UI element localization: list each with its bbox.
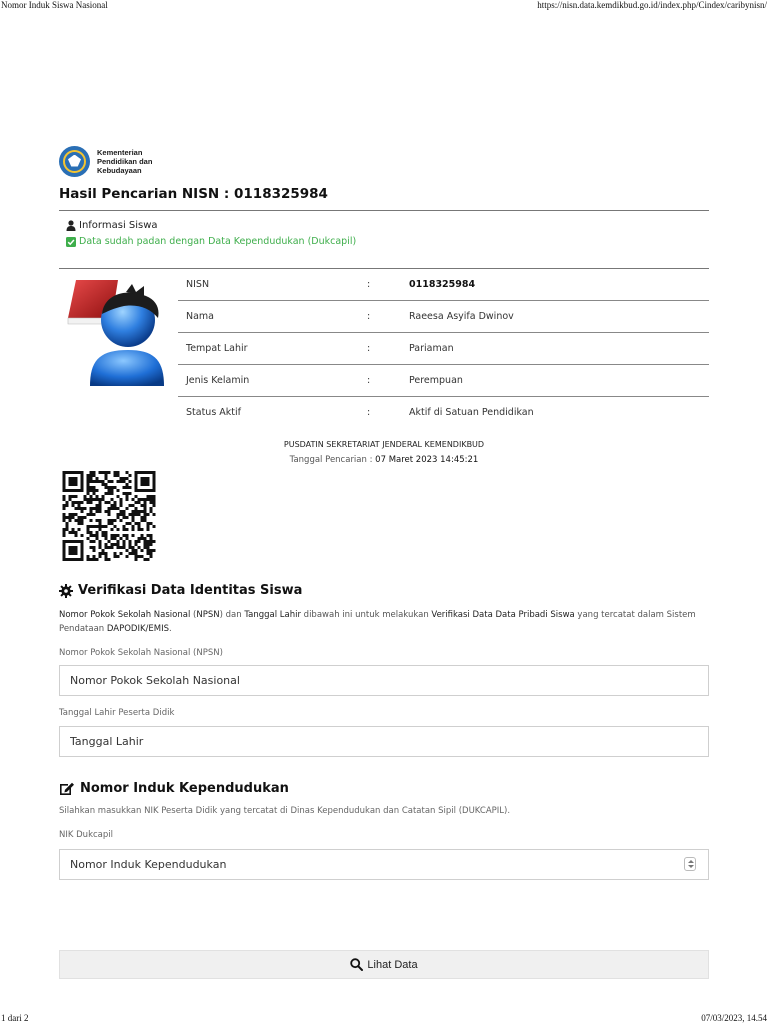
- field-label: Jenis Kelamin: [186, 375, 250, 386]
- field-value: Raeesa Asyifa Dwinov: [409, 311, 514, 322]
- dukcapil-match-status: [66, 236, 356, 247]
- field-value: Pariaman: [409, 343, 454, 354]
- dob-input[interactable]: [59, 726, 709, 757]
- nik-label: NIK Dukcapil: [59, 830, 113, 840]
- page-title: Hasil Pencarian NISN : 0118325984: [59, 186, 328, 202]
- divider: [59, 210, 709, 211]
- field-label: Status Aktif: [186, 407, 242, 418]
- field-label: Tempat Lahir: [186, 343, 248, 354]
- search-date-value: 07 Maret 2023 14:45:21: [375, 455, 479, 465]
- print-header: [0, 0, 768, 14]
- gear-icon: [59, 584, 73, 598]
- field-value: Perempuan: [409, 375, 463, 386]
- verify-section-title: Verifikasi Data Identitas Siswa: [78, 583, 303, 598]
- search-date-label: Tanggal Pencarian :: [289, 455, 373, 465]
- ministry-name: [97, 148, 152, 175]
- table-row: [178, 269, 709, 301]
- ministry-name-line3: Kebudayaan: [97, 165, 142, 175]
- ministry-logo: [59, 145, 152, 177]
- separator: :: [367, 343, 371, 354]
- view-data-button[interactable]: [59, 950, 709, 979]
- student-avatar-icon: [66, 278, 166, 388]
- field-value: Aktif di Satuan Pendidikan: [409, 407, 534, 418]
- student-info-title: Informasi Siswa: [79, 220, 158, 231]
- search-date: [0, 455, 768, 465]
- student-info-heading: [66, 220, 158, 231]
- search-icon: [350, 958, 363, 971]
- field-value: 0118325984: [409, 279, 476, 290]
- nik-section-heading: [59, 781, 289, 796]
- edit-icon: [59, 781, 75, 796]
- check-square-icon: [66, 237, 76, 247]
- user-icon: [66, 220, 76, 231]
- qr-code: [62, 471, 156, 561]
- separator: :: [367, 375, 371, 386]
- ministry-name-line1: Kementerian: [97, 147, 143, 157]
- print-footer-datetime: 07/03/2023, 14.54: [701, 1013, 767, 1023]
- nik-section-title: Nomor Induk Kependudukan: [80, 781, 289, 796]
- print-header-title: Nomor Induk Siswa Nasional: [1, 0, 108, 10]
- print-header-url: https://nisn.data.kemdikbud.go.id/index.php/Cindex/caribynisn/: [537, 0, 767, 10]
- dob-label: Tanggal Lahir Peserta Didik: [59, 708, 175, 718]
- verify-description: Nomor Pokok Sekolah Nasional (NPSN) dan Tanggal Lahir dibawah ini untuk melakukan Verifikasi Data Data Pribadi Siswa yang tercatat dalam Sistem Pendataan DAPODIK/EMIS.: [59, 610, 696, 634]
- nik-input[interactable]: [59, 849, 709, 880]
- student-info-table: [178, 269, 709, 429]
- separator: :: [367, 311, 371, 322]
- ministry-name-line2: Pendidikan dan: [97, 156, 153, 166]
- separator: :: [367, 279, 371, 290]
- table-row: [178, 301, 709, 333]
- field-label: NISN: [186, 279, 210, 290]
- table-row: [178, 365, 709, 397]
- kemdikbud-logo-icon: [59, 146, 90, 177]
- verify-section-heading: [59, 583, 302, 598]
- print-footer: [0, 1013, 768, 1024]
- nik-description: Silahkan masukkan NIK Peserta Didik yang tercatat di Dinas Kependudukan dan Catatan Sipil (DUKCAPIL).: [59, 806, 511, 816]
- field-label: Nama: [186, 311, 215, 322]
- table-row: [178, 333, 709, 365]
- view-data-label: Lihat Data: [367, 958, 418, 971]
- table-row: [178, 397, 709, 429]
- dukcapil-match-text: Data sudah padan dengan Data Kependudukan (Dukcapil): [79, 236, 357, 247]
- number-spinner-icon[interactable]: [684, 857, 696, 871]
- npsn-input[interactable]: [59, 665, 709, 696]
- separator: :: [367, 407, 371, 418]
- issuer-text: PUSDATIN SEKRETARIAT JENDERAL KEMENDIKBUD: [283, 440, 485, 449]
- print-footer-page: 1 dari 2: [1, 1013, 29, 1023]
- npsn-label: Nomor Pokok Sekolah Nasional (NPSN): [59, 648, 223, 658]
